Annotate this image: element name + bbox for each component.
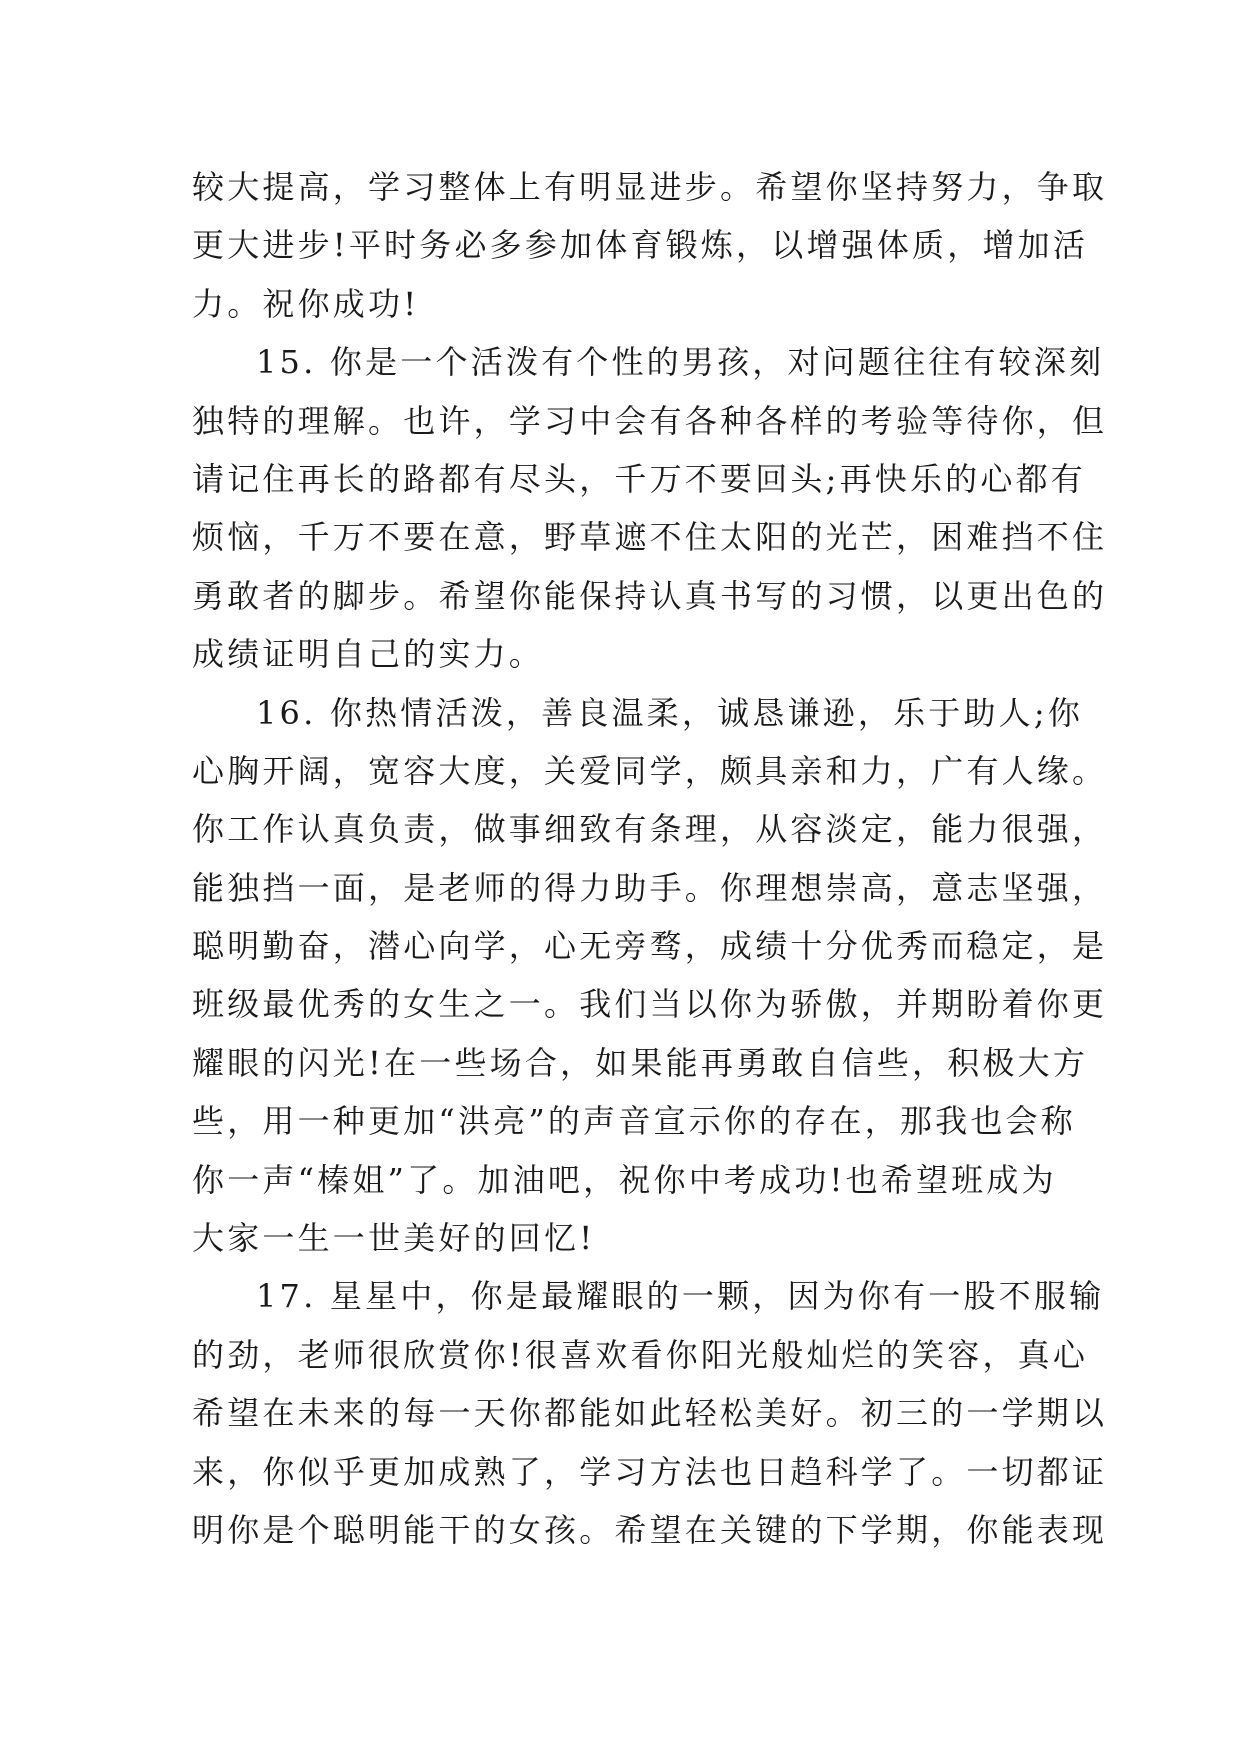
text-line: 请记住再长的路都有尽头，千万不要回头;再快乐的心都有: [192, 459, 1086, 498]
text-line: 16. 你热情活泼，善良温柔，诚恳谦逊，乐于助人;你: [256, 693, 1084, 732]
text-line: 班级最优秀的女生之一。我们当以你为骄傲，并期盼着你更: [192, 985, 1108, 1024]
text-line: 能独挡一面，是老师的得力助手。你理想崇高，意志坚强，: [192, 868, 1108, 907]
text-line: 聪明勤奋，潜心向学，心无旁骛，成绩十分优秀而稳定，是: [192, 927, 1108, 966]
text-line: 勇敢者的脚步。希望你能保持认真书写的习惯，以更出色的: [192, 576, 1108, 615]
text-line: 15. 你是一个活泼有个性的男孩，对问题往往有较深刻: [256, 343, 1105, 382]
text-line: 你一声“榛姐”了。加油吧，祝你中考成功!也希望班成为: [192, 1160, 1057, 1199]
text-line: 些，用一种更加“洪亮”的声音宣示你的存在，那我也会称: [192, 1102, 1076, 1141]
text-line: 的劲，老师很欣赏你!很喜欢看你阳光般灿烂的笑容，真心: [192, 1335, 1089, 1374]
text-line: 较大提高，学习整体上有明显进步。希望你坚持努力，争取: [192, 168, 1108, 206]
text-line: 大家一生一世美好的回忆!: [192, 1219, 596, 1258]
text-line: 烦恼，千万不要在意，野草遮不住太阳的光芒，困难挡不住: [192, 518, 1108, 557]
document-body: [192, 158, 1108, 1559]
text-line: 17. 星星中，你是最耀眼的一颗，因为你有一股不服输: [256, 1277, 1105, 1316]
text-line: 力。祝你成功!: [192, 284, 420, 323]
text-line: 独特的理解。也许，学习中会有各种各样的考验等待你，但: [192, 401, 1108, 440]
text-line: 来，你似乎更加成熟了，学习方法也日趋科学了。一切都证: [192, 1452, 1108, 1491]
text-line: 希望在未来的每一天你都能如此轻松美好。初三的一学期以: [192, 1394, 1108, 1433]
text-line: 明你是个聪明能干的女孩。希望在关键的下学期，你能表现: [192, 1510, 1108, 1549]
text-line: 成绩证明自己的实力。: [192, 635, 545, 674]
text-line: 更大进步!平时务必多参加体育锻炼，以增强体质，增加活: [192, 226, 1089, 265]
text-line: 你工作认真负责，做事细致有条理，从容淡定，能力很强，: [192, 810, 1108, 849]
text-line: 耀眼的闪光!在一些场合，如果能再勇敢自信些，积极大方: [192, 1043, 1089, 1082]
text-line: 心胸开阔，宽容大度，关爱同学，颇具亲和力，广有人缘。: [192, 751, 1108, 790]
